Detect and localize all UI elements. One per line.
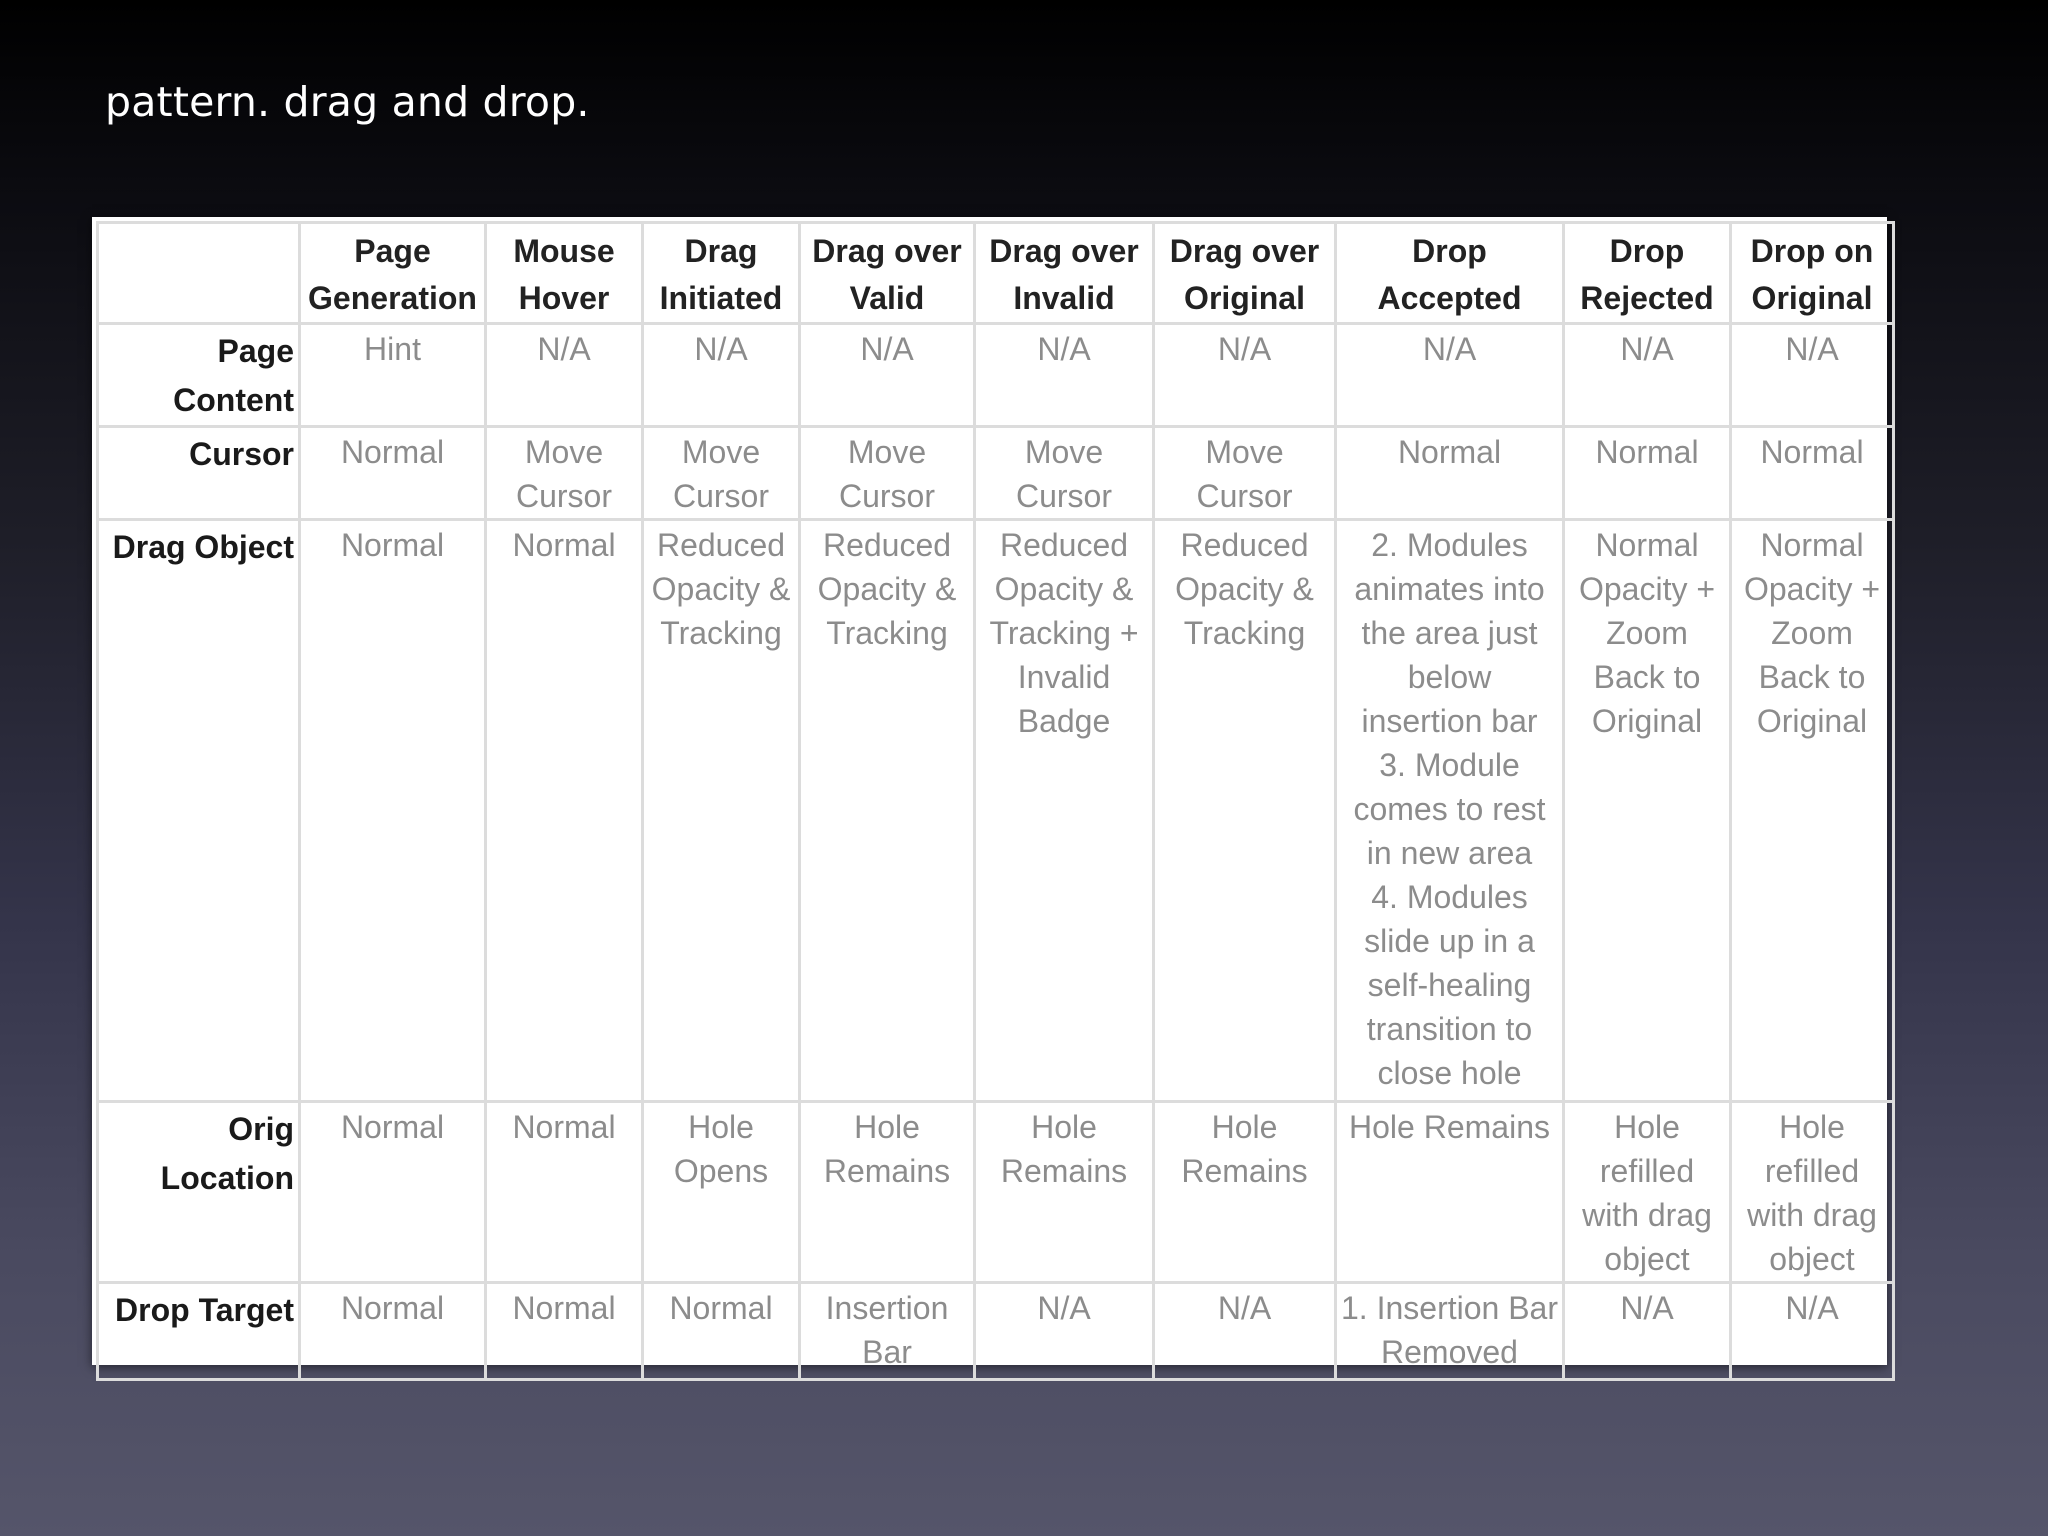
table-cell [1336, 324, 1564, 427]
table-cell [975, 427, 1154, 520]
cell-line: 3. Module [1379, 747, 1520, 783]
cell-line: N/A [1785, 331, 1839, 367]
column-header-drag-over-invalid [975, 223, 1154, 324]
row-header-page-content [98, 324, 300, 427]
cell-line: refilled [1764, 1153, 1860, 1189]
table-cell [300, 427, 486, 520]
column-header-line: Invalid [1013, 280, 1115, 316]
table-cell [300, 324, 486, 427]
row-header-line: Orig [228, 1111, 294, 1147]
table-cell [1731, 324, 1894, 427]
cell-line: Original [1591, 703, 1703, 739]
cell-line: Cursor [672, 478, 769, 514]
table-cell [1154, 324, 1336, 427]
cell-line: Opacity & [817, 571, 957, 607]
cell-line: Reduced [999, 527, 1129, 563]
cell-line: Removed [1381, 1334, 1518, 1370]
cell-line: Remains [1181, 1153, 1308, 1189]
cell-line: Normal [340, 1290, 445, 1326]
cell-line: Hole Remains [1349, 1109, 1550, 1145]
cell-line: Remains [823, 1153, 951, 1189]
column-header-line: Drag over [812, 233, 962, 269]
table-cell [800, 520, 975, 1102]
column-header-drag-over-valid [800, 223, 975, 324]
row-header-line: Drop Target [115, 1292, 294, 1328]
column-header-line: Page [354, 233, 431, 269]
cell-line: Insertion [825, 1290, 949, 1326]
table-cell [1154, 1102, 1336, 1283]
table-cell [1564, 427, 1731, 520]
table-cell [1731, 427, 1894, 520]
cell-line: Opacity + [1578, 571, 1716, 607]
cell-line: N/A [1422, 331, 1477, 367]
table-cell [486, 427, 643, 520]
table-cell [1154, 520, 1336, 1102]
table-cell [975, 520, 1154, 1102]
cell-line: Hole [1614, 1109, 1680, 1145]
column-header-line: Hover [518, 280, 610, 316]
cell-line: Reduced [656, 527, 786, 563]
cell-line: Move [847, 434, 927, 470]
row-header-line: Content [173, 382, 294, 418]
column-header-drop-accepted [1336, 223, 1564, 324]
cell-line: Normal [1595, 434, 1699, 470]
table-cell [800, 1102, 975, 1283]
cell-line: Bar [862, 1334, 912, 1370]
cell-line: with drag [1747, 1197, 1877, 1233]
table-row-cursor [98, 427, 1894, 520]
table-cell [975, 1283, 1154, 1380]
cell-line: N/A [1217, 1290, 1272, 1326]
table-cell [1154, 427, 1336, 520]
cell-line: Tracking [826, 615, 948, 651]
cell-line: with drag [1582, 1197, 1712, 1233]
cell-line: Opens [673, 1153, 769, 1189]
column-header-line: Accepted [1377, 280, 1522, 316]
cell-line: the area just [1361, 615, 1538, 651]
cell-line: N/A [1037, 1290, 1091, 1326]
table-row-drag-object [98, 520, 1894, 1102]
column-header-line: Drop [1412, 233, 1487, 269]
cell-line: Hole [1779, 1109, 1845, 1145]
table-cell [1154, 1283, 1336, 1380]
table-cell [1731, 1102, 1894, 1283]
column-header-drag-initiated [643, 223, 800, 324]
cell-line: Cursor [1196, 478, 1293, 514]
cell-line: Hole [688, 1109, 754, 1145]
cell-line: Cursor [838, 478, 935, 514]
cell-line: Cursor [515, 478, 612, 514]
cell-line: N/A [860, 331, 914, 367]
row-header-line: Location [160, 1160, 294, 1196]
cell-line: self-healing [1367, 967, 1532, 1003]
table-cell [486, 1283, 643, 1380]
column-header-drag-over-original [1154, 223, 1336, 324]
row-header-line: Cursor [189, 436, 294, 472]
cell-line: transition to [1366, 1011, 1533, 1047]
cell-line: Back to [1593, 659, 1701, 695]
cell-line: Remains [1000, 1153, 1128, 1189]
column-header-line: Valid [849, 280, 925, 316]
table-cell [300, 520, 486, 1102]
cell-line: 4. Modules [1371, 879, 1528, 915]
cell-line: Normal [340, 1109, 445, 1145]
table-cell [800, 1283, 975, 1380]
pattern-table-frame [92, 217, 1887, 1370]
table-cell [643, 520, 800, 1102]
cell-line: object [1769, 1241, 1855, 1277]
cell-line: N/A [1785, 1290, 1839, 1326]
table-row-page-content [98, 324, 1894, 427]
table-cell [1336, 427, 1564, 520]
table-cell [643, 427, 800, 520]
table-cell [1336, 1102, 1564, 1283]
column-header-page-generation [300, 223, 486, 324]
table-cell [975, 1102, 1154, 1283]
cell-line: in new area [1366, 835, 1533, 871]
cell-line: Hole [1211, 1109, 1278, 1145]
cell-line: Tracking [660, 615, 782, 651]
table-cell [1336, 520, 1564, 1102]
column-header-line: Drag over [989, 233, 1139, 269]
cell-line: slide up in a [1364, 923, 1535, 959]
cell-line: Move [1205, 434, 1284, 470]
row-header-line: Drag Object [112, 529, 294, 565]
cell-line: refilled [1599, 1153, 1695, 1189]
table-cell [300, 1283, 486, 1380]
table-body [98, 324, 1894, 1380]
table-cell [1564, 520, 1731, 1102]
column-header-line: Rejected [1580, 280, 1714, 316]
table-cell [486, 324, 643, 427]
cell-line: Opacity & [651, 571, 791, 607]
cell-line: N/A [1037, 331, 1091, 367]
table-cell [643, 324, 800, 427]
cell-line: Invalid [1017, 659, 1111, 695]
cell-line: Hole [1031, 1109, 1097, 1145]
table-cell [643, 1283, 800, 1380]
drag-drop-pattern-table [96, 221, 1895, 1381]
cell-line: N/A [1620, 331, 1674, 367]
table-cell [1731, 1283, 1894, 1380]
cell-line: Move [1024, 434, 1104, 470]
row-header-drop-target [98, 1283, 300, 1380]
cell-line: N/A [1217, 331, 1272, 367]
cell-line: Normal [669, 1290, 773, 1326]
cell-line: Cursor [1015, 478, 1112, 514]
cell-line: animates into [1354, 571, 1545, 607]
column-header-line: Drag [684, 233, 758, 269]
table-cell [975, 324, 1154, 427]
table-row-drop-target [98, 1283, 1894, 1380]
cell-line: Badge [1017, 703, 1111, 739]
row-header-orig-location [98, 1102, 300, 1283]
cell-line: Hint [364, 331, 421, 367]
corner-cell [98, 223, 300, 324]
table-cell [1564, 1283, 1731, 1380]
column-header-drop-rejected [1564, 223, 1731, 324]
table-cell [800, 324, 975, 427]
cell-line: object [1604, 1241, 1690, 1277]
row-header-line: Page [217, 333, 294, 369]
column-header-line: Drop [1609, 233, 1685, 269]
cell-line: 2. Modules [1371, 527, 1528, 563]
table-row-orig-location [98, 1102, 1894, 1283]
cell-line: Opacity & [994, 571, 1134, 607]
cell-line: Original [1756, 703, 1868, 739]
cell-line: insertion bar [1361, 703, 1538, 739]
table-cell [643, 1102, 800, 1283]
cell-line: below [1407, 659, 1492, 695]
column-header-line: Initiated [659, 280, 783, 316]
cell-line: Hole [854, 1109, 920, 1145]
cell-line: Reduced [822, 527, 952, 563]
table-cell [1336, 1283, 1564, 1380]
cell-line: Back to [1758, 659, 1866, 695]
cell-line: 1. Insertion Bar [1341, 1290, 1558, 1326]
cell-line: Opacity + [1743, 571, 1881, 607]
cell-line: Normal [340, 434, 445, 470]
column-header-mouse-hover [486, 223, 643, 324]
cell-line: Zoom [1771, 615, 1853, 651]
table-cell [1731, 520, 1894, 1102]
table-cell [486, 520, 643, 1102]
column-header-line: Original [1184, 280, 1305, 316]
cell-line: comes to rest [1353, 791, 1546, 827]
cell-line: Reduced [1180, 527, 1309, 563]
cell-line: Tracking + [989, 615, 1139, 651]
cell-line: Normal [512, 1290, 616, 1326]
cell-line: N/A [537, 331, 591, 367]
column-header-line: Original [1751, 280, 1873, 316]
cell-line: Tracking [1183, 615, 1306, 651]
table-cell [800, 427, 975, 520]
cell-line: Opacity & [1175, 571, 1314, 607]
cell-line: Normal [512, 527, 616, 563]
table-cell [486, 1102, 643, 1283]
row-header-cursor [98, 427, 300, 520]
cell-line: Normal [512, 1109, 616, 1145]
cell-line: Normal [1397, 434, 1502, 470]
cell-line: N/A [694, 331, 748, 367]
cell-line: N/A [1620, 1290, 1674, 1326]
table-cell [1564, 324, 1731, 427]
cell-line: Normal [1760, 434, 1864, 470]
cell-line: close hole [1377, 1055, 1522, 1091]
cell-line: Zoom [1606, 615, 1688, 651]
row-header-drag-object [98, 520, 300, 1102]
column-header-line: Generation [308, 280, 477, 316]
cell-line: Normal [340, 527, 445, 563]
header-row [98, 223, 1894, 324]
column-header-line: Drop on [1750, 233, 1874, 269]
column-header-line: Mouse [513, 233, 615, 269]
column-header-drop-on-original [1731, 223, 1894, 324]
column-header-line: Drag over [1169, 233, 1320, 269]
table-cell [300, 1102, 486, 1283]
table-cell [1564, 1102, 1731, 1283]
cell-line: Normal [1760, 527, 1864, 563]
cell-line: Normal [1595, 527, 1699, 563]
slide-title: pattern. drag and drop. [105, 78, 590, 126]
cell-line: Move [524, 434, 604, 470]
cell-line: Move [681, 434, 761, 470]
